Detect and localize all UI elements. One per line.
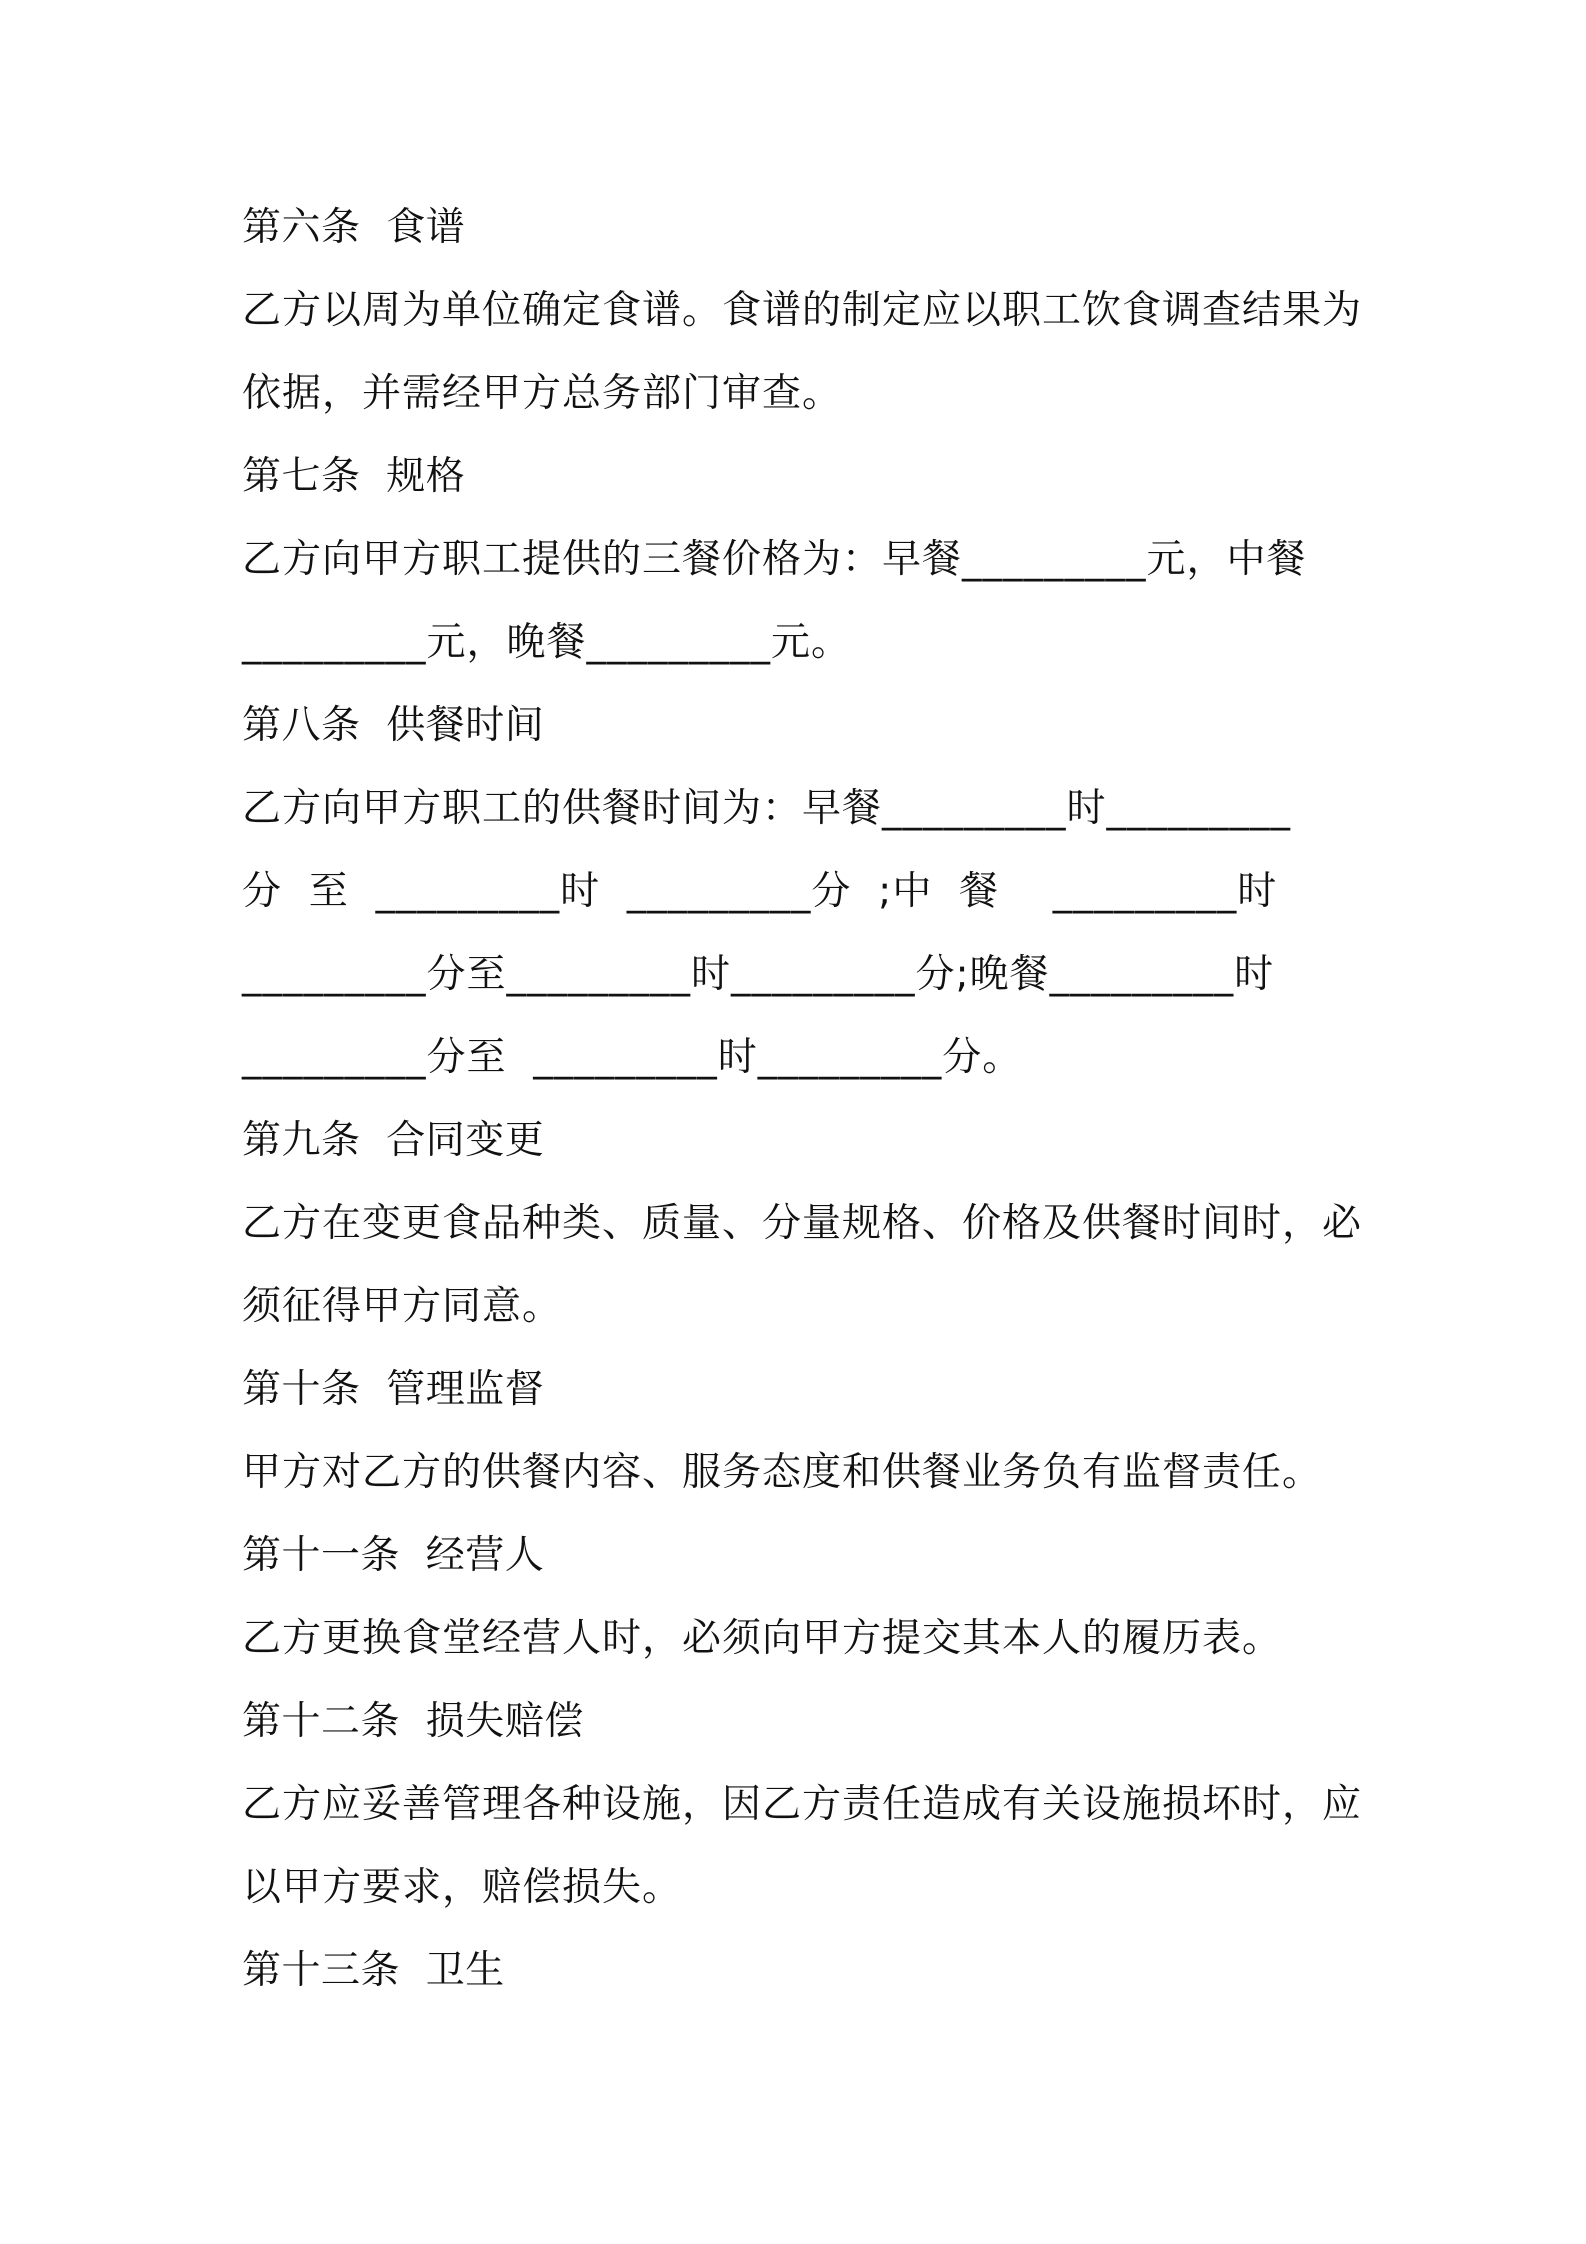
article-8-text-line-1: 乙方向甲方职工的供餐时间为：早餐_________时_________ <box>242 786 1292 831</box>
article-6-text-line-1: 乙方以周为单位确定食谱。食谱的制定应以职工饮食调查结果为 <box>242 288 1363 333</box>
article-8-text-line-2: 分 至 _________时 _________分 ;中 餐 _________时 <box>242 869 1278 914</box>
article-7-heading: 第七条 规格 <box>242 454 466 499</box>
article-11-text-line-1: 乙方更换食堂经营人时，必须向甲方提交其本人的履历表。 <box>242 1616 1283 1661</box>
article-8-text-line-4: _________分至 _________时_________分。 <box>242 1035 1023 1080</box>
article-10-text-line-1: 甲方对乙方的供餐内容、服务态度和供餐业务负有监督责任。 <box>242 1450 1323 1495</box>
article-6-heading: 第六条 食谱 <box>242 205 466 250</box>
article-9-text-line-1: 乙方在变更食品种类、质量、分量规格、价格及供餐时间时，必 <box>242 1201 1363 1246</box>
article-8-text-line-3: _________分至_________时_________分;晚餐_________时 <box>242 952 1275 997</box>
article-12-text-line-2: 以甲方要求，赔偿损失。 <box>242 1865 683 1910</box>
article-11-heading: 第十一条 经营人 <box>242 1533 545 1578</box>
article-10-heading: 第十条 管理监督 <box>242 1367 545 1412</box>
article-12-heading: 第十二条 损失赔偿 <box>242 1699 584 1744</box>
article-12-text-line-1: 乙方应妥善管理各种设施，因乙方责任造成有关设施损坏时，应 <box>242 1782 1363 1827</box>
article-9-text-line-2: 须征得甲方同意。 <box>242 1284 563 1329</box>
article-6-text-line-2: 依据，并需经甲方总务部门审查。 <box>242 371 843 416</box>
article-9-heading: 第九条 合同变更 <box>242 1118 545 1163</box>
article-8-heading: 第八条 供餐时间 <box>242 703 545 748</box>
article-7-text-line-1: 乙方向甲方职工提供的三餐价格为：早餐_________元，中餐 <box>242 537 1307 582</box>
article-13-heading: 第十三条 卫生 <box>242 1948 505 1993</box>
article-7-text-line-2: _________元，晚餐_________元。 <box>242 620 852 665</box>
